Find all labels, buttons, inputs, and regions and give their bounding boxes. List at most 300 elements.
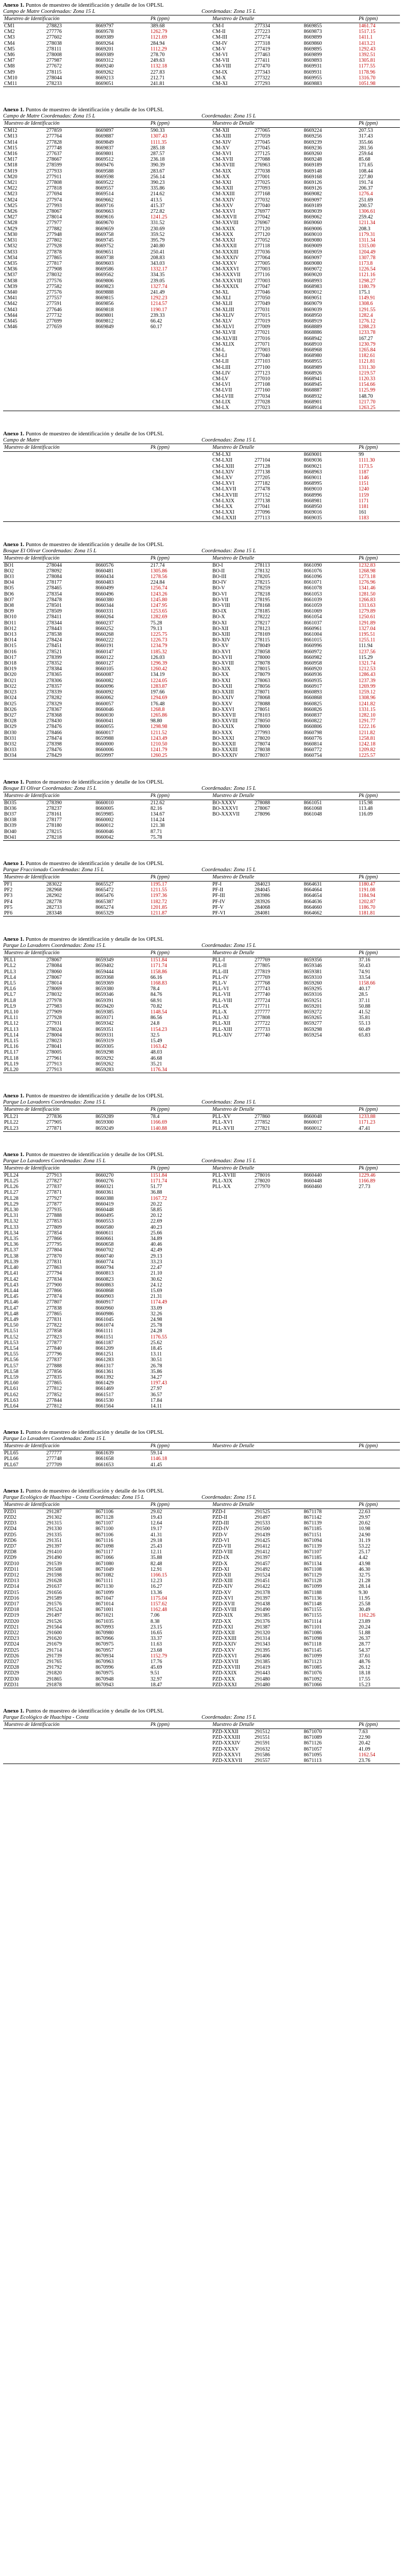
point-id: CM-XLIII bbox=[212, 307, 234, 313]
point-id: BO-XXX bbox=[212, 730, 232, 736]
column-gap bbox=[192, 1520, 211, 1526]
coordinate: 277732 bbox=[46, 312, 62, 318]
column-header: Pk (ppm) bbox=[150, 1165, 170, 1171]
point-id: CM-XVI bbox=[212, 151, 231, 157]
point-id: BO38 bbox=[4, 817, 16, 823]
column-gap bbox=[192, 140, 211, 145]
table-row bbox=[3, 238, 400, 243]
column-gap bbox=[192, 1747, 211, 1752]
coordinate: 277776 bbox=[46, 29, 62, 35]
point-id: PLL-VII bbox=[212, 992, 231, 998]
coordinate bbox=[254, 1067, 303, 1073]
pk-value bbox=[358, 1357, 400, 1363]
point-id bbox=[211, 1236, 254, 1242]
subheader-left: Parque Ecológico de Huachipa - Costa Coordenadas: Zona 15 L bbox=[3, 1494, 144, 1500]
point-id: PZD-XXVIII bbox=[212, 1665, 240, 1671]
column-gap bbox=[192, 261, 211, 266]
coordinate: 8669716 bbox=[95, 202, 114, 209]
column-header bbox=[192, 554, 211, 562]
pk-value: 51.77 bbox=[150, 1184, 162, 1190]
coordinate bbox=[303, 1190, 358, 1195]
pk-value: 278.70 bbox=[150, 52, 165, 58]
column-gap bbox=[192, 1114, 211, 1120]
table-head bbox=[3, 554, 400, 562]
pk-value: 1259.12 bbox=[359, 689, 376, 696]
column-gap bbox=[192, 342, 211, 347]
coordinate: 8659316 bbox=[304, 992, 322, 998]
coordinate: 8660222 bbox=[95, 637, 114, 643]
point-id: PZD-VI bbox=[212, 1537, 229, 1544]
table-row bbox=[3, 707, 400, 713]
table-row bbox=[3, 1538, 400, 1544]
point-id: CM-LVII bbox=[212, 387, 232, 394]
point-id: PZD28 bbox=[4, 1665, 19, 1671]
point-id: PLL-XVIII bbox=[212, 1172, 236, 1178]
point-id: CM-LXVIII bbox=[212, 492, 238, 498]
pk-value: 1121.81 bbox=[359, 359, 376, 365]
coordinate: 8669010 bbox=[304, 486, 322, 493]
column-gap bbox=[192, 162, 211, 168]
annex-subheader bbox=[3, 943, 400, 949]
coordinate: 8660046 bbox=[95, 828, 114, 835]
column-gap bbox=[192, 1653, 211, 1659]
table-row bbox=[3, 975, 400, 980]
point-id: PZD-XVI bbox=[212, 1595, 233, 1601]
point-id: PLL4 bbox=[4, 974, 16, 980]
column-gap bbox=[192, 1265, 211, 1270]
pk-value: 272.82 bbox=[150, 209, 165, 215]
column-gap bbox=[192, 498, 211, 504]
annex-title: Anexo 1. Puntos de muestreo de identificación y detalle de los OPLSL bbox=[3, 1429, 164, 1436]
table-row bbox=[3, 1653, 400, 1659]
pk-value: 26.37 bbox=[359, 1636, 371, 1642]
coordinate: 8669021 bbox=[304, 463, 322, 469]
pk-value: 33.37 bbox=[150, 1636, 162, 1642]
coordinate: 277863 bbox=[46, 1265, 62, 1271]
point-id: CM38 bbox=[4, 278, 18, 284]
coordinate: 8671086 bbox=[304, 1630, 322, 1636]
point-id: CM9 bbox=[4, 69, 15, 75]
coordinate: 277835 bbox=[46, 1374, 62, 1380]
column-header: Muestreo de Detalle bbox=[212, 1722, 255, 1728]
table-row bbox=[3, 457, 400, 463]
point-id: PLL23 bbox=[4, 1125, 19, 1131]
point-id: BO-XXVI bbox=[212, 706, 234, 713]
pk-value: 1305.86 bbox=[150, 568, 167, 574]
table-body bbox=[3, 562, 400, 759]
coordinate: 277858 bbox=[46, 1328, 62, 1334]
table-row bbox=[3, 365, 400, 370]
pk-value bbox=[149, 1747, 192, 1752]
table-row bbox=[3, 905, 400, 910]
coordinate: 291878 bbox=[46, 1682, 62, 1688]
coordinate: 291490 bbox=[254, 1607, 270, 1613]
point-id: CM-XLI bbox=[212, 295, 231, 301]
pk-value: 1253.65 bbox=[150, 608, 167, 615]
pk-value bbox=[358, 1450, 400, 1456]
coordinate: 8668926 bbox=[304, 370, 322, 376]
coordinate: 8659420 bbox=[95, 1003, 114, 1009]
coordinate: 8660772 bbox=[304, 747, 322, 753]
column-header: Muestreo de Identificación bbox=[4, 874, 60, 880]
table-row bbox=[3, 1740, 400, 1746]
coordinate: 8659988 bbox=[95, 735, 114, 741]
point-id: PLL47 bbox=[4, 1305, 19, 1311]
table-row bbox=[3, 893, 400, 899]
coordinate: 8661564 bbox=[95, 1403, 114, 1409]
point-id: BO-XVII bbox=[212, 654, 232, 660]
pk-value: 78.4 bbox=[150, 1114, 160, 1120]
pk-value: 75.78 bbox=[150, 834, 162, 840]
table-body bbox=[3, 1172, 400, 1409]
column-header: Muestreo de Identificación bbox=[4, 1501, 60, 1507]
pk-value: 41.52 bbox=[359, 1009, 371, 1015]
pk-value: 25.62 bbox=[150, 1340, 162, 1346]
coordinate bbox=[254, 1218, 303, 1224]
coordinate bbox=[45, 330, 95, 335]
coordinate: 8670993 bbox=[95, 1624, 114, 1630]
table-row bbox=[3, 58, 400, 63]
column-gap bbox=[192, 324, 211, 330]
pk-value: 30.51 bbox=[150, 1357, 162, 1363]
coordinate: 291620 bbox=[46, 1636, 62, 1642]
pk-value: 1306.61 bbox=[359, 209, 376, 215]
pk-value: 239.05 bbox=[150, 278, 165, 284]
coordinate: 278084 bbox=[46, 574, 62, 580]
pk-value: 1168.83 bbox=[150, 980, 167, 986]
coordinate: 8661039 bbox=[304, 597, 322, 603]
coordinate: 8669011 bbox=[304, 475, 322, 481]
table-row bbox=[3, 75, 400, 81]
column-gap bbox=[192, 58, 211, 63]
table-row bbox=[3, 29, 400, 35]
coordinate bbox=[303, 817, 358, 823]
coordinate: 8669955 bbox=[304, 75, 322, 81]
pk-value: 1255.11 bbox=[359, 637, 376, 643]
table-row bbox=[3, 243, 400, 249]
pk-value: 18.47 bbox=[150, 1682, 162, 1688]
point-id: BO26 bbox=[4, 706, 16, 713]
column-header: Pk (ppm) bbox=[150, 16, 170, 22]
subheader-right: Coordenadas: Zona 15 L bbox=[202, 548, 256, 554]
table-row bbox=[3, 1061, 400, 1067]
coordinate: 278177 bbox=[46, 817, 62, 823]
coordinate: 291589 bbox=[46, 1595, 62, 1601]
coordinate bbox=[303, 1351, 358, 1357]
point-id: CM-LXV bbox=[212, 475, 233, 481]
pk-value: 1240 bbox=[359, 486, 370, 493]
point-id: BO16 bbox=[4, 649, 16, 655]
table-row bbox=[3, 887, 400, 893]
table-body bbox=[3, 1729, 400, 1764]
pk-value: 1163.42 bbox=[150, 1044, 167, 1050]
coordinate: 8660270 bbox=[95, 1172, 114, 1178]
pk-value bbox=[149, 399, 192, 405]
column-gap bbox=[192, 1038, 211, 1044]
point-id: PLL32 bbox=[4, 1218, 19, 1225]
table-row bbox=[3, 255, 400, 261]
coordinate: 8671178 bbox=[304, 1509, 322, 1515]
column-header: Pk (ppm) bbox=[150, 950, 170, 956]
table-head bbox=[3, 1106, 400, 1114]
coordinate: 291512 bbox=[254, 1729, 270, 1735]
pk-value bbox=[358, 1242, 400, 1247]
table-row bbox=[3, 580, 400, 585]
coordinate: 8671100 bbox=[95, 1526, 114, 1532]
coordinate bbox=[94, 475, 149, 481]
pk-value: 1151 bbox=[359, 481, 369, 487]
coordinate: 8661469 bbox=[95, 1386, 114, 1392]
point-id: PZD31 bbox=[4, 1682, 19, 1688]
table-row bbox=[3, 1509, 400, 1515]
coordinate bbox=[254, 1044, 303, 1049]
column-gap bbox=[192, 209, 211, 214]
pk-value: 12.11 bbox=[150, 1549, 162, 1555]
point-id bbox=[211, 1213, 254, 1218]
table-row bbox=[3, 672, 400, 677]
pk-value: 1243.49 bbox=[150, 735, 167, 741]
subheader-right: Coordenadas: Zona 15 L bbox=[202, 785, 256, 791]
pk-value bbox=[358, 1334, 400, 1340]
coordinate bbox=[303, 1265, 358, 1270]
point-id: PF-III bbox=[212, 893, 225, 899]
table-row bbox=[3, 597, 400, 603]
pk-value: 1171 bbox=[359, 498, 369, 504]
pk-value bbox=[358, 823, 400, 828]
point-id: PLL16 bbox=[4, 1044, 19, 1050]
table-row bbox=[3, 399, 400, 405]
point-id: PZD-X bbox=[212, 1561, 228, 1567]
coordinate: 278016 bbox=[254, 1172, 270, 1178]
point-id: PF4 bbox=[4, 899, 13, 905]
point-id: PLL35 bbox=[4, 1236, 19, 1242]
table-body bbox=[3, 128, 400, 411]
coordinate bbox=[94, 405, 149, 411]
coordinate: 8671066 bbox=[95, 1555, 114, 1561]
coordinate: 277974 bbox=[46, 197, 62, 203]
pk-value: 241.49 bbox=[150, 289, 165, 295]
point-id: CM30 bbox=[4, 231, 18, 238]
coordinate: 277837 bbox=[46, 1184, 62, 1190]
coordinate: 8665472 bbox=[95, 887, 114, 893]
point-id bbox=[3, 336, 45, 342]
pk-value: 1281.50 bbox=[359, 591, 376, 597]
coordinate: 291397 bbox=[46, 1544, 62, 1549]
point-id: BO20 bbox=[4, 672, 16, 678]
coordinate: 278430 bbox=[46, 718, 62, 724]
coordinate: 277878 bbox=[46, 249, 62, 255]
pk-value: 1162.26 bbox=[359, 1613, 376, 1619]
column-gap bbox=[192, 301, 211, 307]
sampling-table bbox=[3, 1721, 400, 1764]
point-id: CM-LV bbox=[212, 376, 229, 382]
point-id bbox=[211, 1357, 254, 1363]
coordinate: 8660774 bbox=[95, 1259, 114, 1265]
table-row bbox=[3, 899, 400, 905]
coordinate: 277123 bbox=[254, 370, 270, 376]
point-id: CM34 bbox=[4, 255, 18, 261]
column-header bbox=[192, 15, 211, 23]
column-header: Muestreo de Identificación bbox=[4, 1443, 60, 1449]
coordinate: 278071 bbox=[254, 689, 270, 696]
table-row bbox=[3, 1184, 400, 1190]
coordinate: 277470 bbox=[254, 63, 270, 70]
coordinate: 277853 bbox=[46, 1218, 62, 1225]
pk-value: 70.82 bbox=[150, 1003, 162, 1009]
coordinate: 8668955 bbox=[304, 359, 322, 365]
coordinate bbox=[254, 1265, 303, 1270]
coordinate: 278177 bbox=[46, 580, 62, 586]
point-id: CM-II bbox=[212, 29, 226, 35]
point-id bbox=[3, 405, 45, 411]
coordinate: 8661429 bbox=[95, 1380, 114, 1386]
table-row bbox=[3, 469, 400, 475]
table-row bbox=[3, 1567, 400, 1572]
pk-value: 1224.05 bbox=[150, 677, 167, 684]
point-id: PZD3 bbox=[4, 1520, 16, 1527]
column-header: Pk (ppm) bbox=[150, 874, 170, 880]
point-id: CM-XIV bbox=[212, 139, 231, 145]
point-id bbox=[3, 475, 45, 481]
table-body bbox=[3, 23, 400, 87]
table-row bbox=[3, 1201, 400, 1207]
coordinate bbox=[254, 1277, 303, 1282]
table-row bbox=[3, 1009, 400, 1015]
point-id: BO-V bbox=[212, 585, 225, 591]
pk-value: 46.68 bbox=[150, 1055, 162, 1061]
coordinate: 277977 bbox=[46, 220, 62, 226]
point-id: PZD10 bbox=[4, 1561, 19, 1567]
column-gap bbox=[192, 452, 211, 458]
coordinate: 277900 bbox=[46, 1282, 62, 1288]
column-gap bbox=[192, 800, 211, 806]
coordinate: 277874 bbox=[46, 1294, 62, 1300]
coordinate bbox=[45, 510, 95, 515]
annex-section bbox=[3, 1429, 400, 1468]
point-id bbox=[211, 1218, 254, 1224]
pk-value: 1517.15 bbox=[359, 29, 376, 35]
coordinate: 277343 bbox=[254, 69, 270, 75]
point-id: CM-XLII bbox=[212, 301, 232, 307]
table-row bbox=[3, 1363, 400, 1369]
coordinate: 291330 bbox=[46, 1526, 62, 1532]
pk-value: 1174.49 bbox=[150, 1299, 167, 1306]
annex-subheader bbox=[3, 1495, 400, 1501]
coordinate: 277478 bbox=[254, 486, 270, 493]
coordinate bbox=[45, 1735, 95, 1740]
coordinate: 291490 bbox=[46, 1555, 62, 1561]
pk-value: 17.76 bbox=[150, 1659, 162, 1665]
coordinate: 8669801 bbox=[95, 151, 114, 157]
coordinate: 277913 bbox=[46, 1172, 62, 1178]
coordinate: 8671117 bbox=[95, 1549, 113, 1555]
point-id: BO30 bbox=[4, 730, 16, 736]
point-id: PLL5 bbox=[4, 980, 16, 986]
coordinate: 8659381 bbox=[304, 969, 322, 975]
pk-value bbox=[358, 1363, 400, 1369]
coordinate: 8660917 bbox=[95, 1299, 114, 1306]
point-id bbox=[3, 1729, 45, 1735]
coordinate bbox=[254, 823, 303, 828]
column-gap bbox=[192, 1120, 211, 1125]
column-header: Pk (ppm) bbox=[359, 874, 378, 880]
coordinate: 8660122 bbox=[95, 654, 114, 660]
coordinate bbox=[254, 1038, 303, 1044]
point-id: PZD-XXI bbox=[212, 1624, 233, 1630]
column-gap bbox=[192, 603, 211, 608]
coordinate: 291443 bbox=[254, 1670, 270, 1676]
coordinate bbox=[94, 464, 149, 469]
point-id bbox=[211, 817, 254, 823]
table-row bbox=[3, 1340, 400, 1346]
pk-value: 161 bbox=[359, 510, 367, 516]
point-id: BO22 bbox=[4, 683, 16, 689]
coordinate: 8665476 bbox=[95, 893, 114, 899]
pk-value: 10.98 bbox=[359, 1526, 371, 1532]
coordinate: 291656 bbox=[46, 1589, 62, 1596]
pk-value: 1158.66 bbox=[359, 980, 376, 986]
column-gap bbox=[192, 1544, 211, 1549]
table-row bbox=[3, 655, 400, 660]
point-id: PZD17 bbox=[4, 1601, 19, 1607]
pk-value: 1176.34 bbox=[150, 1067, 167, 1073]
coordinate: 277805 bbox=[254, 963, 270, 969]
point-id bbox=[211, 1450, 254, 1456]
pk-value: 17.84 bbox=[150, 1397, 162, 1403]
point-id: PLL24 bbox=[4, 1172, 19, 1178]
coordinate: 291497 bbox=[46, 1613, 62, 1619]
coordinate bbox=[303, 1277, 358, 1282]
annex-label: Anexo 1. bbox=[3, 431, 24, 437]
pk-value bbox=[358, 1218, 400, 1224]
annex-label: Anexo 1. bbox=[3, 936, 24, 943]
pk-value bbox=[358, 817, 400, 823]
pk-value: 1291.77 bbox=[359, 718, 376, 724]
table-row bbox=[3, 1213, 400, 1218]
coordinate: 278521 bbox=[46, 649, 62, 655]
coordinate: 8660496 bbox=[95, 591, 114, 597]
coordinate: 8660046 bbox=[95, 706, 114, 713]
column-header: Pk (ppm) bbox=[150, 445, 170, 451]
point-id bbox=[211, 1306, 254, 1311]
coordinate: 277822 bbox=[46, 1323, 62, 1329]
sampling-table bbox=[3, 554, 400, 759]
table-body bbox=[3, 1509, 400, 1688]
coordinate bbox=[303, 1061, 358, 1067]
pk-value: 16.27 bbox=[150, 1584, 162, 1590]
pk-value: 200.57 bbox=[359, 202, 373, 209]
column-gap bbox=[192, 684, 211, 689]
pk-value bbox=[358, 1386, 400, 1392]
coordinate: 8661053 bbox=[304, 591, 322, 597]
coordinate: 8669603 bbox=[95, 260, 114, 266]
point-id: CM12 bbox=[4, 128, 18, 134]
point-id: PZD-XXVI bbox=[212, 1653, 237, 1659]
sampling-table bbox=[3, 444, 400, 521]
point-id: PZD-XIII bbox=[212, 1578, 233, 1584]
point-id: BO-XIII bbox=[212, 632, 230, 638]
point-id bbox=[211, 1247, 254, 1253]
coordinate: 277722 bbox=[254, 1021, 270, 1027]
pk-value: 30.49 bbox=[359, 1607, 371, 1613]
column-gap bbox=[192, 1184, 211, 1190]
annex-subheader bbox=[3, 9, 400, 15]
coordinate: 8659249 bbox=[95, 1125, 114, 1131]
column-gap bbox=[192, 1334, 211, 1340]
coordinate bbox=[45, 336, 95, 342]
coordinate: 277740 bbox=[254, 1032, 270, 1038]
pk-value: 1256.74 bbox=[150, 585, 167, 591]
